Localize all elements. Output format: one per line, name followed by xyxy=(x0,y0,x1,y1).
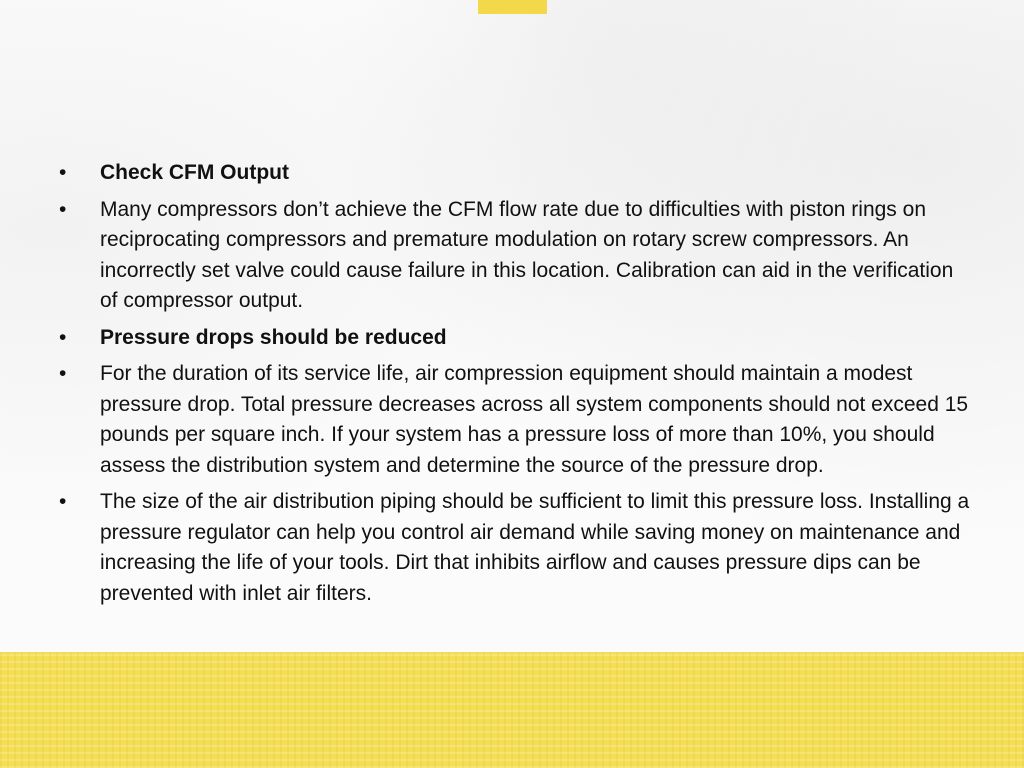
bullet-item-pressure-drops-heading xyxy=(56,323,976,354)
bullet-text: Many compressors don’t achieve the CFM flow rate due to difficulties with piston rings on reciprocating compressors and premature modulation on rotary screw compressors. An incorrectly set valve could cause failure in this location. Calibration can aid in the verification of compressor output. xyxy=(100,197,954,312)
bullet-item-cfm-details xyxy=(56,195,976,317)
bullet-text: For the duration of its service life, air compression equipment should maintain a modest pressure drop. Total pressure decreases across all system components should not exceed 15 pounds per square inch. If your system has a pressure loss of more than 10%, you should assess the distribution system and determine the source of the pressure drop. xyxy=(100,362,969,477)
bullet-dot-icon: • xyxy=(59,362,67,385)
bullet-dot-icon: • xyxy=(59,490,67,513)
bullet-list xyxy=(56,158,976,609)
bullet-item-check-cfm-output xyxy=(56,158,976,189)
bullet-item-pressure-drop-details xyxy=(56,359,976,481)
bullet-dot-icon: • xyxy=(59,197,67,221)
bullet-item-piping-size xyxy=(56,487,976,609)
bullet-text: Check CFM Output xyxy=(100,161,289,184)
bullet-text: The size of the air distribution piping should be sufficient to limit this pressure loss. Installing a pressure regulator can help you control air demand while saving money on maintenance and increasing the life of your tools. Dirt that inhibits airflow and causes pressure dips can be prevented with inlet air filters. xyxy=(100,490,970,605)
slide-content xyxy=(56,158,976,615)
bullet-text: Pressure drops should be reduced xyxy=(100,325,447,349)
bottom-yellow-band xyxy=(0,652,1024,768)
top-accent-bar xyxy=(478,0,547,14)
bullet-dot-icon: • xyxy=(59,325,67,349)
bullet-dot-icon: • xyxy=(59,161,67,184)
